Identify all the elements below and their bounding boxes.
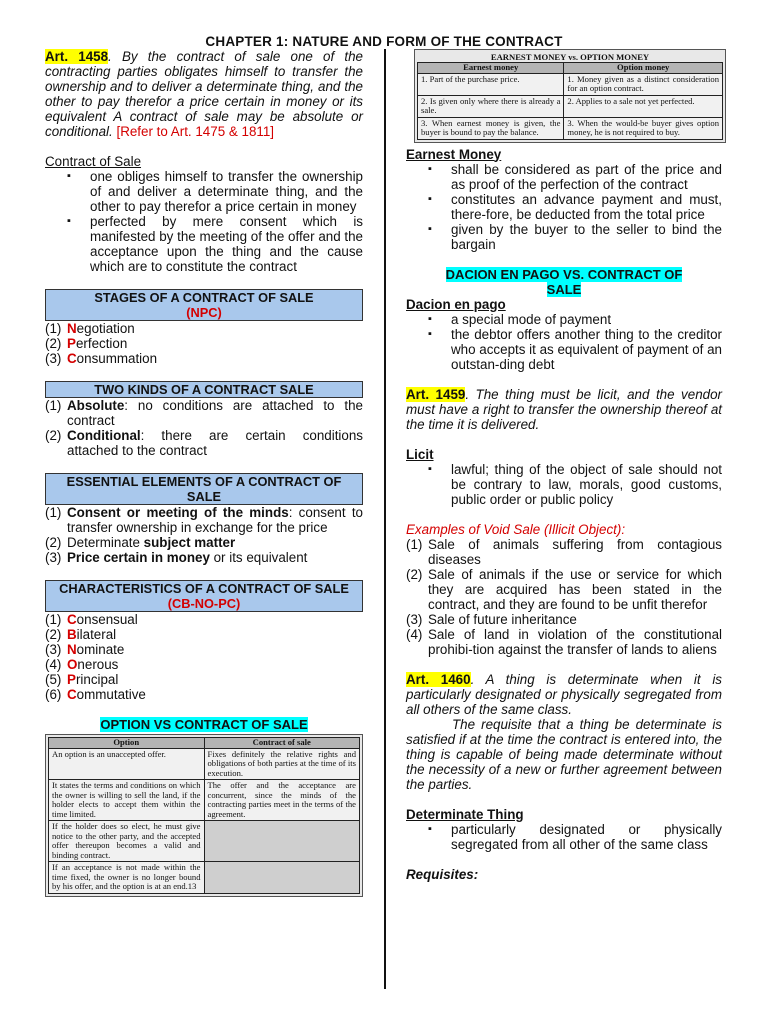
stages-box xyxy=(45,289,363,321)
list-item: (1) Absolute: no conditions are attached to the contract xyxy=(45,398,363,428)
table-row: It states the terms and conditions on which the owner is willing to sell the land, if the holder elects to accept them within the time limited. The offer and the acceptance are concurrent, since the minds of the contracting parties meet in the terms of the agreement. xyxy=(49,780,360,821)
table-row: 3. When earnest money is given, the buyer is bound to pay the balance. 3. When the would-be buyer gives option money, he is not required to buy. xyxy=(418,117,723,139)
earnest-money-heading: Earnest Money xyxy=(406,146,502,162)
left-column xyxy=(45,49,363,897)
elements-list xyxy=(45,505,363,565)
table-header: Option xyxy=(49,738,205,749)
list-item: (1) Negotiation xyxy=(45,321,135,336)
list-item: ▪ shall be considered as part of the price and as proof of the perfection of the contract xyxy=(428,162,722,192)
list-item: (2) Perfection xyxy=(45,336,128,351)
kinds-title: TWO KINDS OF A CONTRACT SALE xyxy=(94,382,314,397)
option-vs-sale-title: OPTION VS CONTRACT OF SALE xyxy=(100,717,308,732)
kinds-box xyxy=(45,381,363,398)
list-item: (2) Sale of animals if the use or service for which they are acquired has been stated in the contract, and they are found to be unfit therefor xyxy=(406,566,722,612)
list-item: (4) Sale of land in violation of the constitutional prohibi-tion against the transfer of lands to aliens xyxy=(406,626,722,657)
table-row: If an acceptance is not made within the time fixed, the owner is no longer bound by his offer, and the option is at an end.13 xyxy=(49,862,360,894)
list-item: ▪ the debtor offers another thing to the creditor who accepts it as equivalent of payment of an outstan-ding debt xyxy=(428,327,722,372)
list-item: (2) Determinate subject matter xyxy=(45,535,236,550)
dacion-vs-sale-title: DACION EN PAGO VS. CONTRACT OF SALE xyxy=(445,266,683,297)
art-1458-text: . By the contract of sale one of the contracting parties obligates himself to transfer the ownership and to deliver a determinate thing, and the other to pay therefor a price certain in money or its equivalent A contract of sale may be absolute or conditional. xyxy=(45,49,363,139)
elements-title: ESSENTIAL ELEMENTS OF A CONTRACT OF SALE xyxy=(66,474,342,504)
determinate-thing-list xyxy=(428,822,722,852)
table-row: 1. Part of the purchase price. 1. Money given as a distinct consideration for an option contract. xyxy=(418,73,723,95)
earnest-vs-option-table xyxy=(417,62,723,140)
art-1459-label: Art. 1459 xyxy=(406,386,466,402)
determinate-thing-heading: Determinate Thing xyxy=(406,806,524,822)
art-1460-paragraph-2: The requisite that a thing be determinate is satisfied if at the time the contract is entered into, the thing is capable of being made determinate without the necessity of a new or further agreement between the parties. xyxy=(406,716,722,792)
dacion-list xyxy=(428,312,722,372)
characteristics-list xyxy=(45,612,363,702)
characteristics-title: CHARACTERISTICS OF A CONTRACT OF SALE xyxy=(59,581,349,596)
list-item: (3) Consummation xyxy=(45,351,158,366)
list-item: ▪ one obliges himself to transfer the ownership of and deliver a determinate thing, and the other to pay therefor a price certain in money xyxy=(67,169,363,214)
list-item: ▪ constitutes an advance payment and must, there-fore, be deducted from the total price xyxy=(428,192,722,222)
list-item: (1) Consent or meeting of the minds: consent to transfer ownership in exchange for the price xyxy=(45,505,363,535)
page-title: CHAPTER 1: NATURE AND FORM OF THE CONTRACT xyxy=(205,34,563,49)
licit-heading: Licit xyxy=(406,446,434,462)
art-1459-paragraph xyxy=(406,387,722,432)
art-1458-paragraph xyxy=(45,49,363,139)
list-item: (2) Bilateral xyxy=(45,627,117,642)
earnest-vs-option-table-image xyxy=(414,49,726,143)
table-row: An option is an unaccepted offer. Fixes definitely the relative rights and obligations of both parties at the time of its execution. xyxy=(49,748,360,780)
stages-list xyxy=(45,321,363,366)
art-1458-label: Art. 1458 xyxy=(45,49,109,64)
art-1460-paragraph xyxy=(406,672,722,717)
list-item: (1) Consensual xyxy=(45,612,138,627)
table-header: Option money xyxy=(564,63,723,74)
stages-mnemonic: (NPC) xyxy=(186,305,222,320)
art-1460-text: . A thing is determinate when it is particularly designated or physically segregated from all others of the same class. xyxy=(406,671,722,717)
list-item: (6) Commutative xyxy=(45,687,146,702)
requisites-heading: Requisites: xyxy=(406,866,479,882)
list-item: ▪ particularly designated or physically segregated from all other of the same class xyxy=(428,822,722,852)
contract-of-sale-heading: Contract of Sale xyxy=(45,154,142,169)
characteristics-mnemonic: (CB-NO-PC) xyxy=(167,596,241,611)
list-item: (1) Sale of animals suffering from contagious diseases xyxy=(406,536,722,567)
list-item: ▪ perfected by mere consent which is manifested by the meeting of the offer and the acceptance upon the thing and the cause which are to constitute the contract xyxy=(67,214,363,274)
table-header: Earnest money xyxy=(418,63,564,74)
art-1459-text: . The thing must be licit, and the vendor must have a right to transfer the ownership thereof at the time it is delivered. xyxy=(406,386,722,432)
list-item: (3) Price certain in money or its equivalent xyxy=(45,550,308,565)
list-item: (3) Sale of future inheritance xyxy=(406,611,577,627)
kinds-list xyxy=(45,398,363,458)
contract-of-sale-list xyxy=(67,169,363,274)
dacion-heading: Dacion en pago xyxy=(406,296,506,312)
list-item: ▪ given by the buyer to the seller to bind the bargain xyxy=(428,222,722,252)
list-item: (2) Conditional: there are certain conditions attached to the contract xyxy=(45,428,363,458)
table-header: Contract of sale xyxy=(204,738,360,749)
licit-list xyxy=(428,462,722,507)
void-sale-list xyxy=(406,537,722,657)
art-1458-ref: [Refer to Art. 1475 & 1811] xyxy=(112,124,275,139)
option-vs-sale-table-image xyxy=(45,734,363,897)
list-item: (5) Principal xyxy=(45,672,119,687)
list-item: (4) Onerous xyxy=(45,657,119,672)
void-sale-heading: Examples of Void Sale (Illicit Object): xyxy=(406,521,626,537)
art-1460-label: Art. 1460 xyxy=(406,671,471,687)
list-item: (3) Nominate xyxy=(45,642,125,657)
earnest-vs-option-title: EARNEST MONEY vs. OPTION MONEY xyxy=(490,52,650,62)
table-row: 2. Is given only where there is already a sale. 2. Applies to a sale not yet perfected. xyxy=(418,95,723,117)
list-item: ▪ a special mode of payment xyxy=(428,312,722,327)
characteristics-box xyxy=(45,580,363,612)
stages-title: STAGES OF A CONTRACT OF SALE xyxy=(94,290,314,305)
list-item: ▪ lawful; thing of the object of sale should not be contrary to law, morals, good customs, public order or public policy xyxy=(428,462,722,507)
right-column xyxy=(406,49,722,882)
column-divider xyxy=(384,49,386,989)
elements-box xyxy=(45,473,363,505)
earnest-money-list xyxy=(428,162,722,252)
table-row: If the holder does so elect, he must give notice to the other party, and the accepted offer thereupon becomes a valid and binding contract. xyxy=(49,821,360,862)
option-vs-sale-table xyxy=(48,737,360,894)
